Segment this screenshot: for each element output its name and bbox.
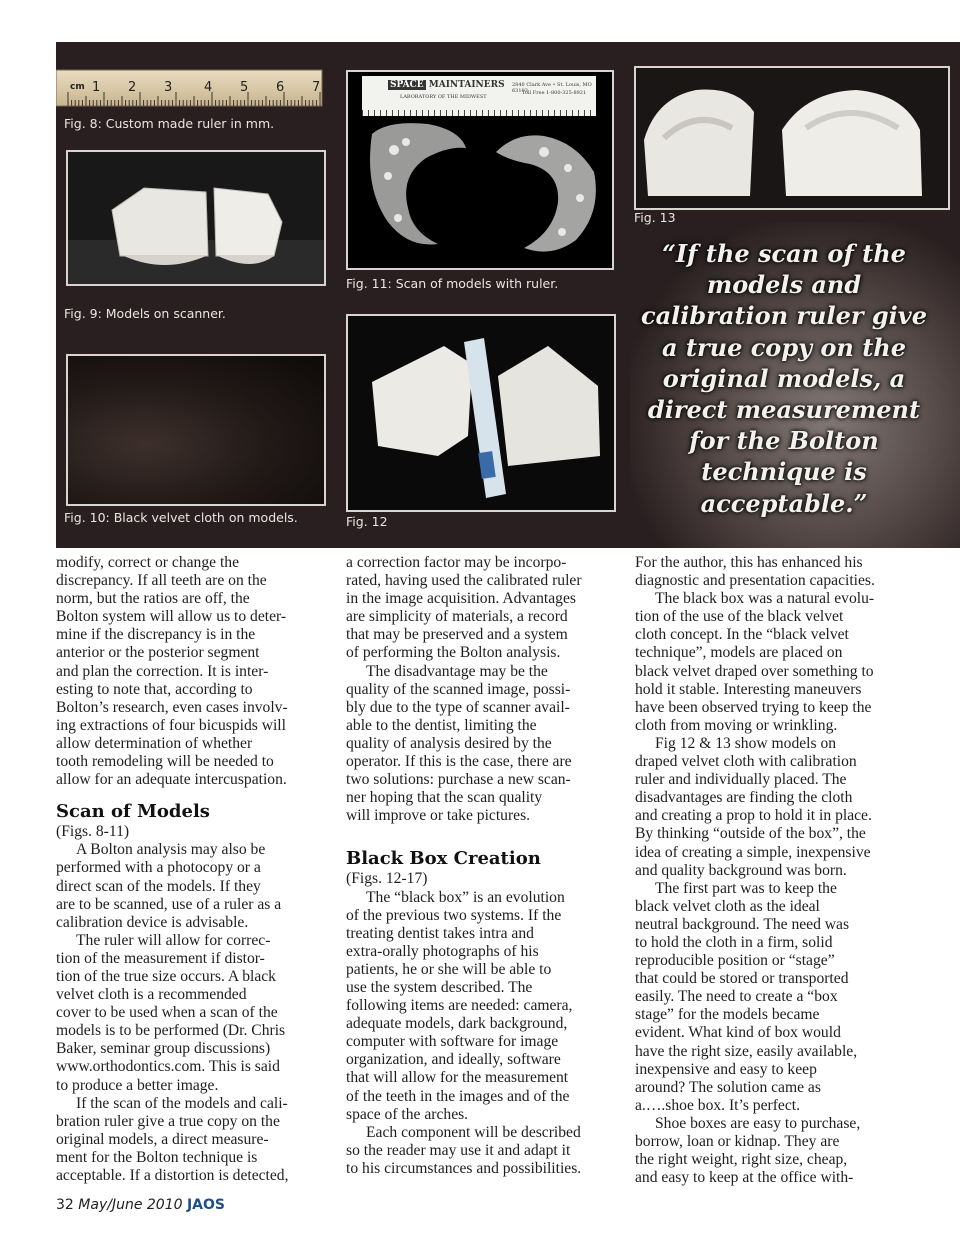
text-line: For the author, this has enhanced his xyxy=(635,554,863,571)
text-line: extra-orally photographs of his xyxy=(346,942,539,960)
text-line: mine if the discrepancy is in the xyxy=(56,626,256,644)
text-line: space of the arches. xyxy=(346,1105,469,1123)
text-line: disadvantages are finding the cloth xyxy=(635,789,853,807)
text-line: Bolton system will allow us to deter- xyxy=(56,608,287,626)
text-line: reproducible position or “stage” xyxy=(635,952,835,970)
text-line: so the reader may use it and adapt it xyxy=(346,1141,571,1159)
ruler-unit-label: cm xyxy=(70,82,85,92)
text-line: esting to note that, according to xyxy=(56,680,253,698)
text-line: and creating a prop to hold it in place. xyxy=(635,807,872,825)
text-line: performed with a photocopy or a xyxy=(56,859,261,877)
ruler-number: 4 xyxy=(204,80,213,95)
text-line: stage” for the models became xyxy=(635,1006,820,1024)
text-line: to produce a better image. xyxy=(56,1076,219,1094)
ruler-number: 3 xyxy=(164,80,173,95)
text-line: The disadvantage may be the xyxy=(366,662,548,680)
fig9-caption: Fig. 9: Models on scanner. xyxy=(64,306,226,321)
text-line: will improve or take pictures. xyxy=(346,807,531,825)
fig8-caption: Fig. 8: Custom made ruler in mm. xyxy=(64,116,275,131)
ruler-number: 2 xyxy=(128,80,137,95)
text-line: a correction factor may be incorpo- xyxy=(346,554,567,571)
text-line: tooth remodeling will be needed to xyxy=(56,753,274,771)
page-footer xyxy=(56,1197,225,1213)
text-line: ruler and individually placed. The xyxy=(635,771,847,789)
fig12-caption: Fig. 12 xyxy=(346,514,388,529)
fig11-caption: Fig. 11: Scan of models with ruler. xyxy=(346,276,559,291)
text-line: The black box was a natural evolu- xyxy=(655,590,875,608)
text-line: By thinking “outside of the box”, the xyxy=(635,825,866,843)
fig9-photo xyxy=(66,150,326,286)
text-line: calibration device is advisable. xyxy=(56,913,249,931)
section-heading-black-box-creation: Black Box Creation xyxy=(346,848,541,870)
text-line: neutral background. The need was xyxy=(635,915,850,933)
text-line: bly due to the type of scanner avail- xyxy=(346,698,570,716)
paragraph xyxy=(635,590,911,735)
paragraph xyxy=(346,1124,618,1178)
text-line: idea of creating a simple, inexpensive xyxy=(635,843,871,861)
text-line: modify, correct or change the xyxy=(56,554,239,571)
text-line: and quality background was born. xyxy=(635,861,847,879)
text-line: treating dentist takes intra and xyxy=(346,924,534,942)
text-line: quality of analysis desired by the xyxy=(346,734,552,752)
text-line: have been observed trying to keep the xyxy=(635,698,872,716)
paragraph xyxy=(635,554,911,590)
text-line: allow determination of whether xyxy=(56,734,253,752)
text-line: a.….shoe box. It’s perfect. xyxy=(635,1096,800,1114)
text-line: organization, and ideally, software xyxy=(346,1051,561,1069)
text-line: evident. What kind of box would xyxy=(635,1024,841,1042)
figure-reference: (Figs. 8-11) xyxy=(56,823,130,841)
text-line: rated, having used the calibrated ruler xyxy=(346,572,582,590)
ruler-phone: Toll Free 1-800-325-8921 xyxy=(522,90,587,96)
text-line: of the previous two systems. If the xyxy=(346,906,562,924)
column-3 xyxy=(635,554,911,1187)
text-line: computer with software for image xyxy=(346,1033,559,1051)
text-line: diagnostic and presentation capacities. xyxy=(635,572,875,590)
text-line: use the system described. The xyxy=(346,978,533,996)
text-line: following items are needed: camera, xyxy=(346,997,573,1015)
text-line: cloth from moving or wrinkling. xyxy=(635,716,838,734)
text-line: the right weight, right size, cheap, xyxy=(635,1151,848,1169)
text-line: hold it stable. Interesting maneuvers xyxy=(635,680,862,698)
text-line: of performing the Bolton analysis. xyxy=(346,644,561,662)
text-line: are simplicity of materials, a record xyxy=(346,608,568,626)
ruler-number: 1 xyxy=(92,80,101,95)
text-line: that may be preserved and a system xyxy=(346,626,568,644)
ruler-number: 7 xyxy=(312,80,321,95)
text-line: of the teeth in the images and of the xyxy=(346,1087,570,1105)
fig8-ruler-photo xyxy=(56,66,324,118)
ruler-brand: SPACE MAINTAINERS xyxy=(390,80,505,90)
text-line: cover to be used when a scan of the xyxy=(56,1004,278,1022)
text-line: black velvet draped over something to xyxy=(635,662,874,680)
text-line: tion of the measurement if distor- xyxy=(56,949,265,967)
text-line: to his circumstances and possibilities. xyxy=(346,1159,582,1177)
fig12-photo xyxy=(346,314,616,512)
figure-reference: (Figs. 12-17) xyxy=(346,870,428,888)
text-line: If the scan of the models and cali- xyxy=(76,1094,288,1112)
text-line: black velvet cloth as the ideal xyxy=(635,897,820,915)
text-line: quality of the scanned image, possi- xyxy=(346,680,571,698)
text-line: A Bolton analysis may also be xyxy=(76,841,266,859)
text-line: The “black box” is an evolution xyxy=(366,888,565,906)
fig11-photo xyxy=(346,70,614,270)
text-line: models is to be performed (Dr. Chris xyxy=(56,1022,286,1040)
ruler-address: 2840 Clark Ave • St. Louis, MO 63103 xyxy=(512,82,592,94)
text-line: that could be stored or transported xyxy=(635,970,849,988)
text-line: Fig 12 & 13 show models on xyxy=(655,734,837,752)
fig13-caption: Fig. 13 xyxy=(634,210,676,225)
ruler-number: 5 xyxy=(240,80,249,95)
column-1 xyxy=(56,554,330,1185)
paragraph xyxy=(56,932,330,1095)
paragraph xyxy=(346,889,618,1124)
text-line: have the right size, easily available, xyxy=(635,1042,858,1060)
text-line: technique”, models are placed on xyxy=(635,644,843,662)
text-line: and plan the correction. It is inter- xyxy=(56,662,269,680)
text-line: easily. The need to create a “box xyxy=(635,988,838,1006)
paragraph xyxy=(635,735,911,880)
column-2 xyxy=(346,554,618,1178)
fig10-photo xyxy=(66,354,326,506)
paragraph xyxy=(346,554,618,663)
text-line: adequate models, dark background, xyxy=(346,1015,568,1033)
text-line: anterior or the posterior segment xyxy=(56,644,260,662)
text-line: in the image acquisition. Advantages xyxy=(346,590,576,608)
journal-name: JAOS xyxy=(186,1197,225,1213)
text-line: velvet cloth is a recommended xyxy=(56,986,247,1004)
text-line: ing extractions of four bicuspids will xyxy=(56,716,286,734)
text-line: two solutions: purchase a new scan- xyxy=(346,771,571,789)
text-line: operator. If this is the case, there are xyxy=(346,753,572,771)
text-line: original models, a direct measure- xyxy=(56,1130,269,1148)
text-line: ner hoping that the scan quality xyxy=(346,789,543,807)
ruler-number: 6 xyxy=(276,80,285,95)
section-heading-scan-of-models: Scan of Models xyxy=(56,801,210,823)
issue-date: May/June 2010 xyxy=(78,1197,183,1213)
text-line: Baker, seminar group discussions) xyxy=(56,1040,271,1058)
text-line: direct scan of the models. If they xyxy=(56,877,261,895)
fig13-photo xyxy=(634,66,950,210)
text-line: around? The solution came as xyxy=(635,1078,821,1096)
text-line: The first part was to keep the xyxy=(655,879,837,897)
text-line: to hold the cloth in a firm, solid xyxy=(635,933,833,951)
paragraph xyxy=(635,880,911,1115)
text-line: and easy to keep at the office with- xyxy=(635,1169,854,1187)
text-line: able to the dentist, limiting the xyxy=(346,716,537,734)
text-line: tion of the use of the black velvet xyxy=(635,608,844,626)
fig10-caption: Fig. 10: Black velvet cloth on models. xyxy=(64,510,298,525)
text-line: The ruler will allow for correc- xyxy=(76,931,271,949)
text-line: acceptable. If a distortion is detected, xyxy=(56,1167,289,1184)
text-line: bration ruler give a true copy on the xyxy=(56,1112,280,1130)
text-line: www.orthodontics.com. This is said xyxy=(56,1058,280,1076)
text-line: Shoe boxes are easy to purchase, xyxy=(655,1114,861,1132)
figure-banner xyxy=(56,42,960,548)
text-line: inexpensive and easy to keep xyxy=(635,1060,817,1078)
text-line: that will allow for the measurement xyxy=(346,1069,569,1087)
paragraph xyxy=(346,663,618,826)
paragraph xyxy=(56,1095,330,1185)
text-line: Each component will be described xyxy=(366,1123,581,1141)
ruler-subtitle: LABORATORY OF THE MIDWEST xyxy=(400,94,487,100)
text-line: cloth concept. In the “black velvet xyxy=(635,626,849,644)
text-line: norm, but the ratios are off, the xyxy=(56,590,250,608)
pull-quote: “If the scan of the models and calibration ruler give a true copy on the original models, a direct measurement for the Bolton technique is acceptable.” xyxy=(641,239,927,518)
text-line: Bolton’s research, even cases involv- xyxy=(56,698,288,716)
page-number: 32 xyxy=(56,1197,74,1213)
paragraph xyxy=(56,841,330,931)
text-line: allow for an adequate intercuspation. xyxy=(56,771,287,789)
text-line: tion of the true size occurs. A black xyxy=(56,967,276,985)
text-line: discrepancy. If all teeth are on the xyxy=(56,572,267,590)
text-line: ment for the Bolton technique is xyxy=(56,1148,258,1166)
paragraph xyxy=(56,554,330,789)
paragraph xyxy=(635,1115,911,1187)
text-line: patients, he or she will be able to xyxy=(346,960,552,978)
text-line: borrow, loan or kidnap. They are xyxy=(635,1133,840,1150)
text-line: are to be scanned, use of a ruler as a xyxy=(56,895,282,913)
text-line: draped velvet cloth with calibration xyxy=(635,753,857,771)
